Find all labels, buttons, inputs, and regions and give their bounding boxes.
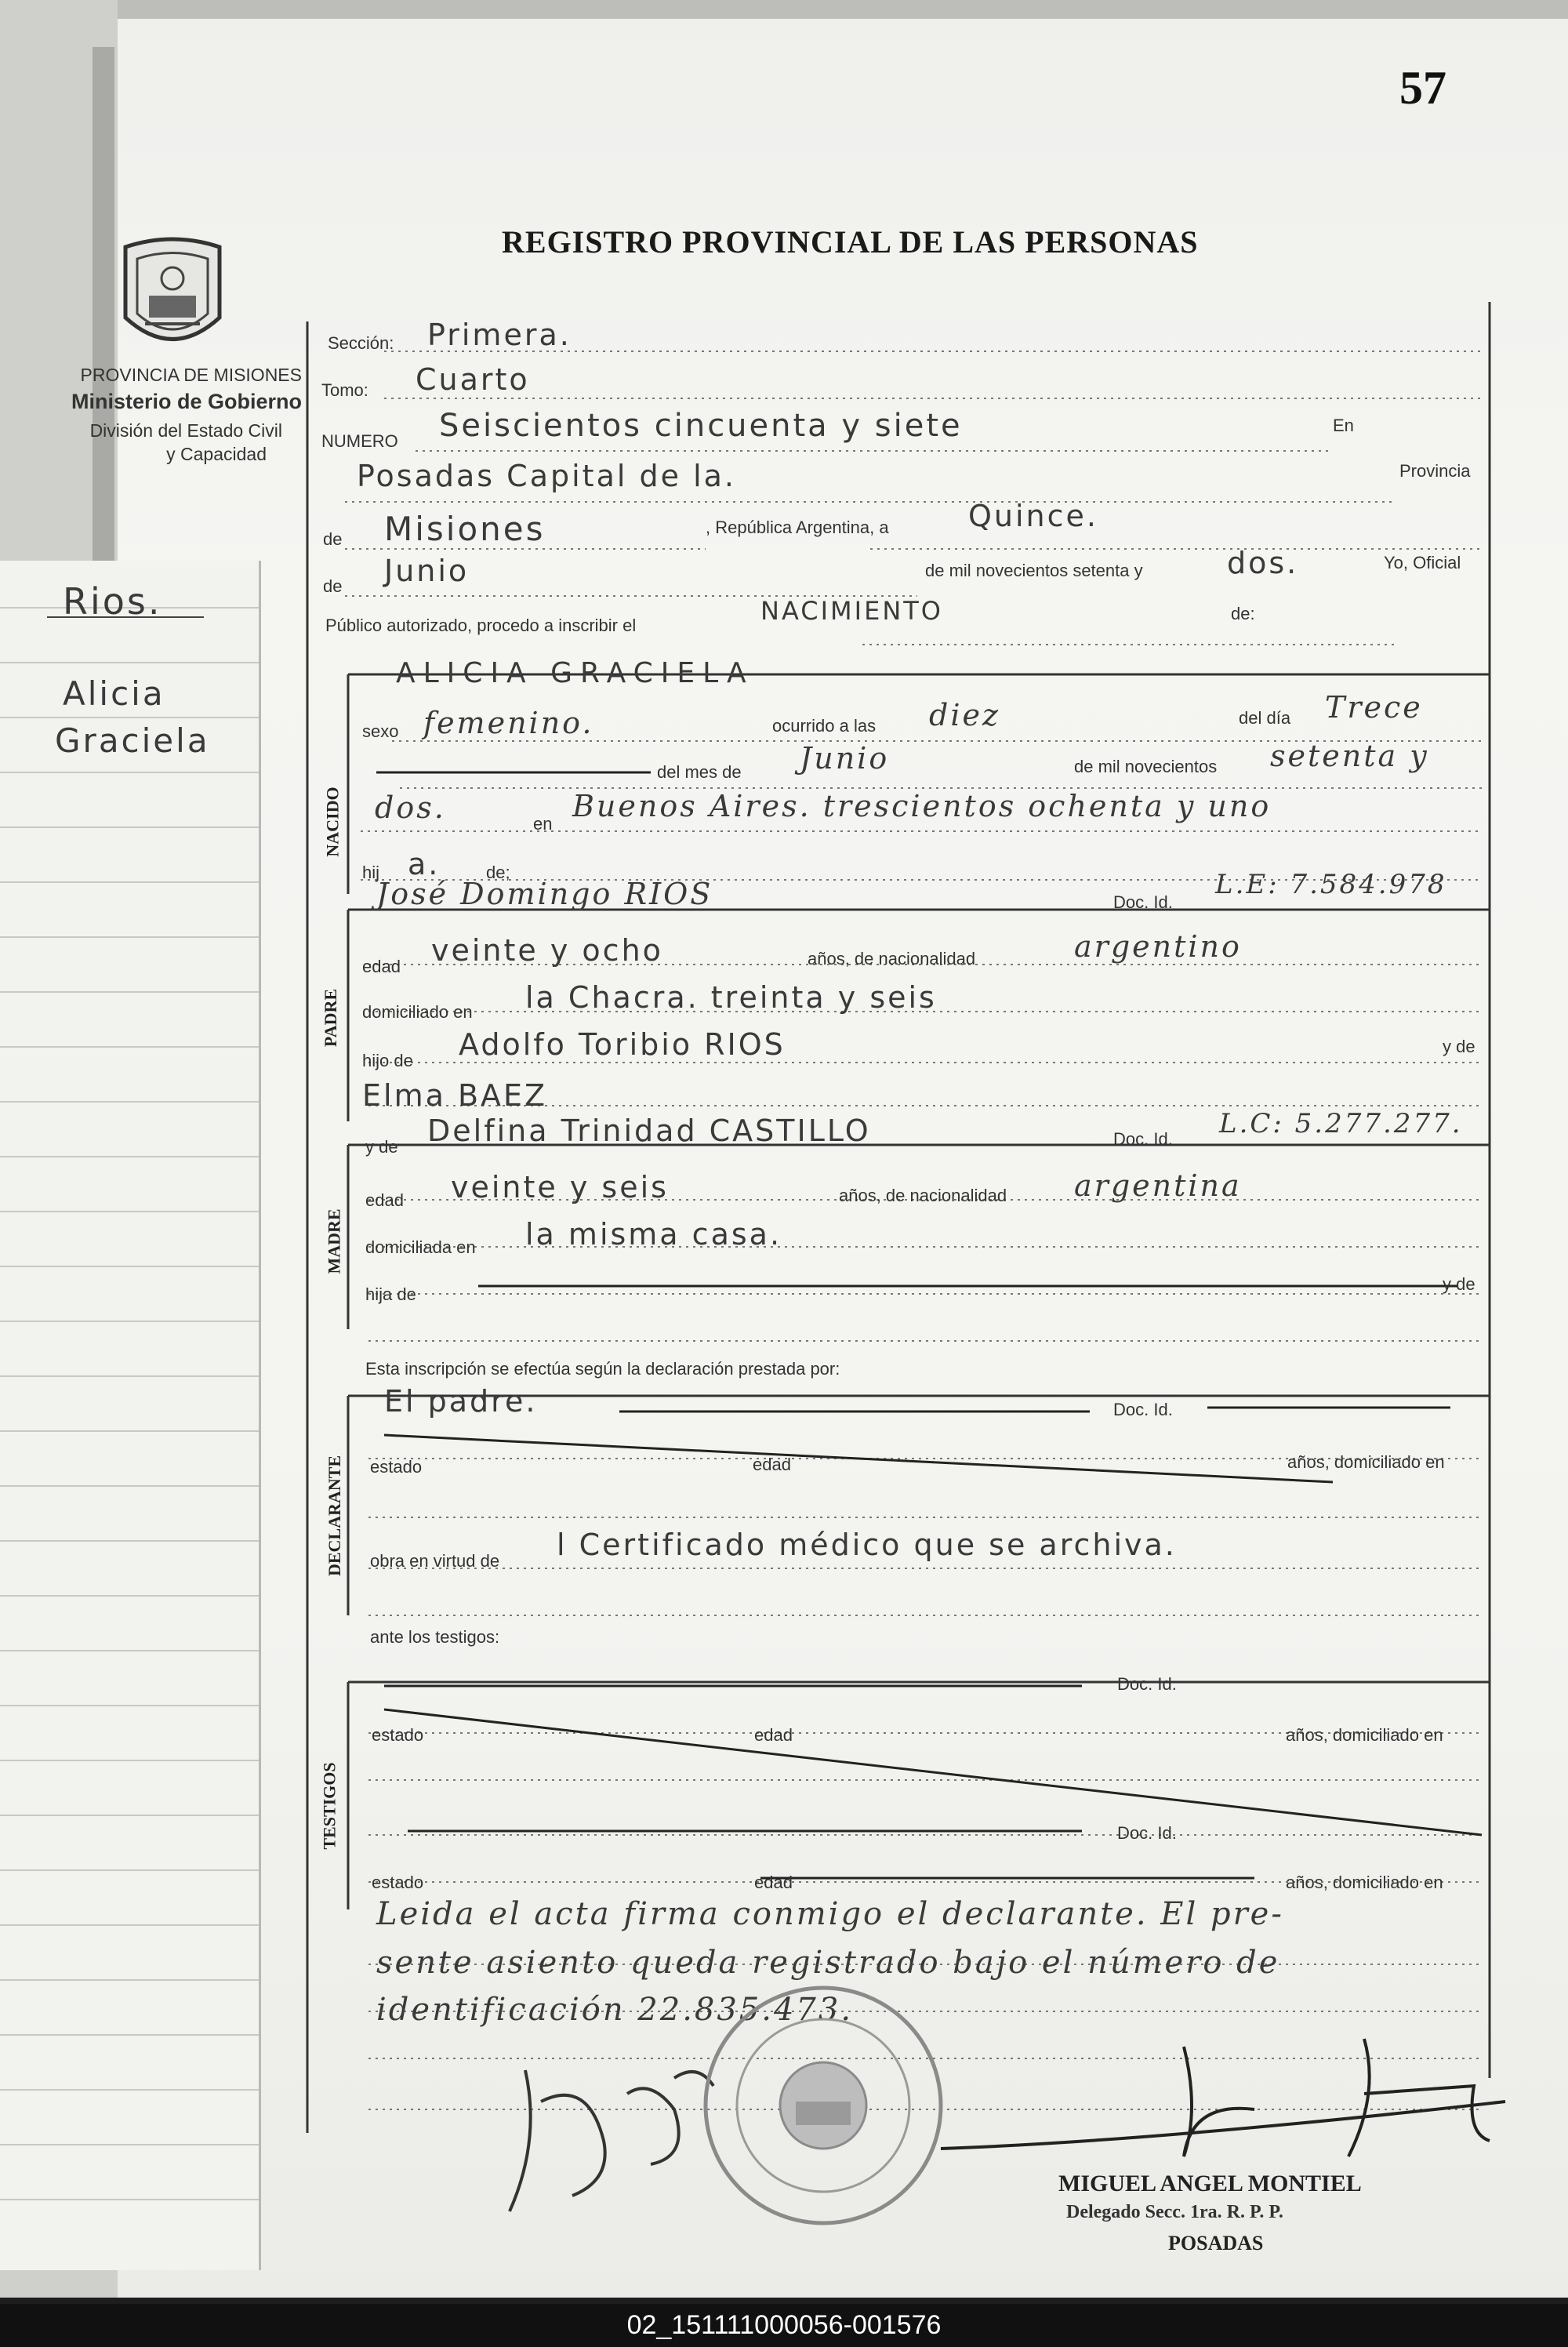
hw-sexo: femenino. — [423, 706, 594, 740]
hw-cierre-2: sente asiento queda registrado bajo el número de — [376, 1945, 1280, 1981]
label-nac-madre: años, de nacionalidad — [839, 1186, 1007, 1205]
label-anos-testigo-1: años, domiciliado en — [1286, 1725, 1443, 1745]
label-estado-testigo-2: estado — [372, 1873, 424, 1892]
label-hijo-de: hijo de — [362, 1051, 413, 1070]
label-y-de-padre: y de — [1443, 1037, 1475, 1056]
label-y-de-hija: y de — [1443, 1274, 1475, 1294]
hw-nombre: ALICIA GRACIELA — [396, 657, 754, 689]
hw-hora: diez — [929, 698, 1000, 732]
page-title: REGISTRO PROVINCIAL DE LAS PERSONAS — [502, 224, 1199, 260]
label-nac-padre: años, de nacionalidad — [808, 949, 976, 968]
label-edad-testigo-2: edad — [754, 1873, 793, 1892]
section-declarante: DECLARANTE — [325, 1455, 345, 1577]
label-yo-oficial: Yo, Oficial — [1384, 553, 1461, 572]
hw-madre-doc: L.C: 5.277.277. — [1219, 1108, 1463, 1139]
page-number: 57 — [1399, 62, 1446, 114]
letterhead-line-3: División del Estado Civil — [89, 420, 282, 441]
label-edad-testigo-1: edad — [754, 1725, 793, 1745]
hw-numero: Seiscientos cincuenta y siete — [439, 408, 963, 444]
hw-lugar: Posadas Capital de la. — [357, 459, 736, 493]
label-estado-testigo-1: estado — [372, 1725, 424, 1745]
letterhead-line-4: y Capacidad — [166, 444, 267, 464]
label-anos-declarante: años, domiciliado en — [1287, 1452, 1445, 1472]
hw-padre-madre: Elma BAEZ — [362, 1078, 548, 1113]
label-de-mes: de — [323, 576, 343, 596]
hw-padre-nombre: José Domingo RIOS — [376, 877, 713, 911]
label-edad-padre: edad — [362, 957, 401, 976]
label-de-hij: de; — [486, 863, 510, 882]
hw-obra: l Certificado médico que se archiva. — [557, 1528, 1177, 1562]
label-dom-padre: domiciliado en — [362, 1002, 473, 1022]
hw-anio: dos. — [1227, 546, 1299, 580]
hw-hij-sufijo: a. — [408, 847, 441, 881]
section-nacido: NACIDO — [322, 787, 343, 857]
label-doc-testigo-2: Doc. Id. — [1117, 1823, 1177, 1843]
hw-madre-dom: la misma casa. — [525, 1217, 782, 1252]
label-del-dia: del día — [1239, 708, 1291, 728]
section-testigos: TESTIGOS — [319, 1762, 339, 1850]
label-anos-testigo-2: años, domiciliado en — [1286, 1873, 1443, 1892]
label-doc-declarante: Doc. Id. — [1113, 1400, 1173, 1419]
official-name: MIGUEL ANGEL MONTIEL — [1058, 2171, 1362, 2196]
label-hija-de: hija de — [365, 1284, 416, 1304]
label-en-nac: en — [533, 814, 553, 834]
label-ocurrido: ocurrido a las — [772, 716, 877, 736]
label-y-de-madre: y de — [365, 1137, 398, 1157]
label-numero: NUMERO — [321, 431, 398, 451]
hw-madre-nac: argentina — [1074, 1168, 1242, 1203]
label-en: En — [1333, 416, 1354, 435]
label-sexo: sexo — [362, 721, 399, 741]
hw-padre-hijo-de: Adolfo Toribio RIOS — [459, 1027, 786, 1062]
hw-mes-nac: Junio — [800, 741, 890, 776]
hw-anio-nac-2: dos. — [375, 790, 446, 825]
hw-provincia: Misiones — [384, 510, 546, 548]
official-city: POSADAS — [1168, 2232, 1264, 2254]
label-mil-novecientos: de mil novecientos setenta y — [925, 561, 1143, 580]
label-doc-testigo-1: Doc. Id. — [1117, 1674, 1177, 1694]
hw-mes: Junio — [384, 554, 470, 588]
hw-lugar-nac: Buenos Aires. trescientos ochenta y uno — [572, 789, 1272, 823]
section-madre: MADRE — [324, 1208, 344, 1274]
official-role: Delegado Secc. 1ra. R. P. P. — [1066, 2202, 1283, 2222]
letterhead-line-1: PROVINCIA DE MISIONES — [80, 365, 302, 385]
label-seccion: Sección: — [328, 333, 394, 353]
label-tomo: Tomo: — [321, 380, 368, 400]
margin-name-1: Alicia — [63, 674, 165, 713]
label-edad-madre: edad — [365, 1190, 404, 1210]
label-mil-nov-2: de mil novecientos — [1074, 757, 1218, 776]
label-publico: Público autorizado, procedo a inscribir el — [325, 616, 637, 635]
hw-cierre-1: Leida el acta firma conmigo el declarante. El pre- — [376, 1896, 1284, 1932]
label-doc-madre: Doc. Id. — [1113, 1129, 1173, 1149]
label-de-provincia: de — [323, 529, 343, 549]
hw-padre-edad: veinte y ocho — [431, 933, 663, 968]
hw-anio-nac-1: setenta y — [1270, 739, 1429, 773]
hw-padre-dom: la Chacra. treinta y seis — [525, 980, 937, 1015]
hw-acto: NACIMIENTO — [760, 596, 943, 626]
label-edad-declarante: edad — [753, 1455, 791, 1474]
label-doc-padre: Doc. Id. — [1113, 892, 1173, 912]
hw-dia: Quince. — [968, 499, 1098, 533]
official-seal — [690, 1976, 956, 2235]
label-inscripcion: Esta inscripción se efectúa según la declaración prestada por: — [365, 1359, 840, 1379]
image-caption: 02_151111000056-001576 — [0, 2304, 1568, 2347]
label-republica: , República Argentina, a — [706, 518, 889, 537]
margin-name-2: Graciela — [55, 721, 210, 760]
label-provincia: Provincia — [1399, 461, 1471, 481]
label-del-mes: del mes de — [657, 762, 742, 782]
label-dom-madre: domiciliada en — [365, 1237, 476, 1257]
label-hij: hij — [362, 863, 380, 882]
hw-tomo: Cuarto — [416, 362, 530, 397]
hw-padre-nac: argentino — [1074, 929, 1242, 964]
label-ante: ante los testigos: — [370, 1627, 500, 1647]
hw-seccion: Primera. — [427, 318, 572, 352]
signature-official — [925, 2023, 1521, 2180]
margin-surname: Rios. — [63, 580, 162, 623]
hw-dia-nac: Trece — [1325, 690, 1423, 725]
hw-cierre-3: identificación 22.835.473. — [376, 1992, 854, 2028]
letterhead-line-2: Ministerio de Gobierno — [71, 390, 302, 413]
label-estado-declarante: estado — [370, 1457, 423, 1477]
label-obra: obra en virtud de — [370, 1551, 500, 1571]
hw-declarante: El padre. — [384, 1384, 538, 1419]
label-de-acto: de: — [1231, 604, 1255, 623]
section-padre: PADRE — [321, 988, 341, 1048]
hw-madre-edad: veinte y seis — [451, 1170, 669, 1204]
hw-padre-doc: L.E: 7.584.978 — [1215, 869, 1447, 900]
hw-madre-nombre: Delfina Trinidad CASTILLO — [427, 1114, 871, 1148]
